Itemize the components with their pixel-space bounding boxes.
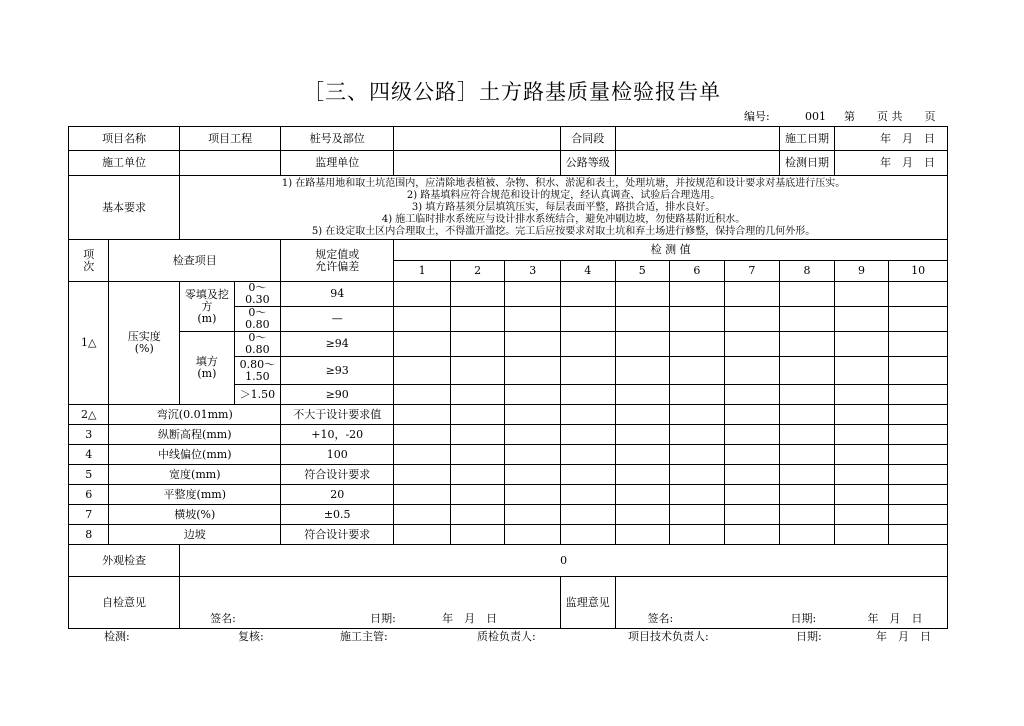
spec-value: 不大于设计要求值 — [281, 405, 394, 425]
table-row — [69, 465, 948, 485]
measure-cell[interactable] — [889, 385, 948, 405]
appearance-label: 外观检查 — [69, 545, 180, 577]
footer-check: 检测: — [104, 630, 130, 643]
measure-cell[interactable] — [450, 465, 505, 485]
measure-cell[interactable] — [560, 525, 615, 545]
measure-cell[interactable] — [780, 445, 835, 465]
supervisor-date-value: 年 月 日 — [867, 612, 923, 625]
measure-cell[interactable] — [615, 505, 670, 525]
footer-quality: 质检负责人: — [477, 630, 536, 643]
requirement-item: 3) 填方路基须分层填筑压实，每层表面平整，路拱合适，排水良好。 — [411, 201, 716, 213]
measure-cell[interactable] — [834, 282, 889, 307]
measure-cell[interactable] — [834, 465, 889, 485]
item-name: 宽度(mm) — [109, 465, 281, 485]
measure-cell[interactable] — [560, 357, 615, 385]
measure-cell[interactable] — [724, 357, 780, 385]
measure-cell[interactable] — [505, 307, 561, 332]
spec-value: ≥93 — [281, 357, 394, 385]
spec-value: — — [281, 307, 394, 332]
measure-cell[interactable] — [615, 425, 670, 445]
measure-cell[interactable] — [724, 485, 780, 505]
spec-value: 20 — [281, 485, 394, 505]
measure-cell[interactable] — [780, 425, 835, 445]
footer-signatures — [0, 628, 1024, 644]
spec-value: 符合设计要求 — [281, 525, 394, 545]
measure-cell[interactable] — [505, 505, 561, 525]
table-row — [69, 485, 948, 505]
measure-cell[interactable] — [724, 332, 780, 357]
measure-cell[interactable] — [889, 357, 948, 385]
self-date-value: 年 月 日 — [442, 612, 498, 625]
measure-cell[interactable] — [889, 332, 948, 357]
measure-cell[interactable] — [670, 425, 725, 445]
supervision-unit-value[interactable] — [394, 151, 561, 176]
measure-cell[interactable] — [889, 307, 948, 332]
construction-date-value[interactable]: 年 月 日 — [834, 127, 947, 151]
measure-cell[interactable] — [834, 425, 889, 445]
measure-cell[interactable] — [834, 405, 889, 425]
measure-cell[interactable] — [670, 307, 725, 332]
measure-cell[interactable] — [670, 465, 725, 485]
self-sign-label: 签名: — [210, 612, 236, 625]
item-no: 2△ — [69, 405, 109, 425]
item-name: 中线偏位(mm) — [109, 445, 281, 465]
measure-cell[interactable] — [834, 505, 889, 525]
col-item-no: 项 次 — [69, 240, 109, 282]
header-row-2 — [69, 151, 948, 176]
measure-cell[interactable] — [394, 425, 451, 445]
page-number: 第 页 共 页 — [844, 110, 936, 123]
depth-range: 0～0.80 — [234, 307, 280, 332]
measure-cell[interactable] — [450, 282, 505, 307]
measure-cell[interactable] — [615, 405, 670, 425]
station-value[interactable] — [394, 127, 561, 151]
measure-cell[interactable] — [560, 465, 615, 485]
measure-cell[interactable] — [834, 525, 889, 545]
measure-cell[interactable] — [450, 525, 505, 545]
serial-value: 001 — [805, 110, 826, 123]
measure-cell[interactable] — [889, 465, 948, 485]
requirement-item: 4) 施工临时排水系统应与设计排水系统结合，避免冲刷边坡，勿使路基附近积水。 — [381, 213, 746, 225]
measure-cell[interactable] — [724, 465, 780, 485]
table-row — [69, 425, 948, 445]
measure-cell[interactable] — [670, 332, 725, 357]
serial-label: 编号: — [744, 110, 770, 123]
measure-cell[interactable] — [780, 307, 835, 332]
measure-cell[interactable] — [889, 425, 948, 445]
requirement-item: 5) 在设定取土区内合理取土，不得滥开滥挖。完工后应按要求对取土坑和弃土场进行修整，保持合理的几何外形。 — [311, 225, 816, 237]
spec-value: 符合设计要求 — [281, 465, 394, 485]
measure-cell[interactable] — [615, 465, 670, 485]
measure-cell[interactable] — [505, 282, 561, 307]
measure-cell[interactable] — [670, 282, 725, 307]
measure-cell[interactable] — [780, 357, 835, 385]
measure-cell[interactable] — [670, 505, 725, 525]
measure-cell[interactable] — [560, 385, 615, 405]
measure-cell[interactable] — [780, 332, 835, 357]
measure-cell[interactable] — [394, 385, 451, 405]
measure-cell[interactable] — [615, 307, 670, 332]
item-name: 弯沉(0.01mm) — [109, 405, 281, 425]
opinion-row — [69, 577, 948, 629]
depth-range: 0～0.30 — [234, 282, 280, 307]
zero-fill-label: 零填及挖 方 (m) — [180, 282, 235, 332]
measure-cell[interactable] — [670, 445, 725, 465]
measure-cell[interactable] — [834, 307, 889, 332]
measure-cell[interactable] — [450, 357, 505, 385]
page-title: ［三、四级公路］土方路基质量检验报告单 — [303, 80, 721, 104]
measure-cell[interactable] — [615, 282, 670, 307]
item-name: 边坡 — [109, 525, 281, 545]
inspection-table — [68, 126, 948, 629]
measure-cell[interactable] — [450, 332, 505, 357]
measure-cell[interactable] — [780, 465, 835, 485]
spec-value: +10，-20 — [281, 425, 394, 445]
table-row — [69, 525, 948, 545]
item-name: 横坡(%) — [109, 505, 281, 525]
measure-cell[interactable] — [780, 485, 835, 505]
measure-cell[interactable] — [615, 445, 670, 465]
col-measured: 检 测 值 — [394, 240, 948, 261]
measure-cell[interactable] — [394, 332, 451, 357]
col-num: 9 — [834, 261, 889, 282]
col-num: 10 — [889, 261, 948, 282]
footer-date: 年 月 日 — [876, 630, 931, 643]
station-label: 桩号及部位 — [281, 127, 394, 151]
measure-cell[interactable] — [780, 405, 835, 425]
requirements-row — [69, 176, 948, 240]
measure-cell[interactable] — [450, 485, 505, 505]
col-check-item: 检查项目 — [109, 240, 281, 282]
measure-cell[interactable] — [560, 307, 615, 332]
supervision-unit-label: 监理单位 — [281, 151, 394, 176]
measure-cell[interactable] — [394, 445, 451, 465]
item-no: 6 — [69, 485, 109, 505]
footer-review: 复核: — [238, 630, 264, 643]
measure-cell[interactable] — [834, 445, 889, 465]
requirement-item: 1) 在路基用地和取土坑范围内，应清除地表植被、杂物、积水、淤泥和表土，处理坑塘，并按规范和设计要求对基底进行压实。 — [281, 177, 846, 189]
requirements-text — [180, 176, 948, 240]
measure-cell[interactable] — [834, 485, 889, 505]
measure-cell[interactable] — [505, 357, 561, 385]
measure-cell[interactable] — [505, 332, 561, 357]
measure-cell[interactable] — [889, 525, 948, 545]
measure-cell[interactable] — [724, 505, 780, 525]
requirement-item: 2) 路基填料应符合规范和设计的规定，经认真调查、试验后合理选用。 — [406, 189, 721, 201]
fill-label: 填方 (m) — [180, 332, 235, 405]
contract-value[interactable] — [615, 127, 780, 151]
item-no: 3 — [69, 425, 109, 445]
construction-unit-label: 施工单位 — [69, 151, 180, 176]
spec-value: 94 — [281, 282, 394, 307]
contract-label: 合同段 — [560, 127, 615, 151]
measure-cell[interactable] — [560, 425, 615, 445]
measure-cell[interactable] — [505, 385, 561, 405]
measure-cell[interactable] — [394, 525, 451, 545]
spec-value: 100 — [281, 445, 394, 465]
measure-cell[interactable] — [834, 385, 889, 405]
spec-value: ≥94 — [281, 332, 394, 357]
project-name-label: 项目名称 — [69, 127, 180, 151]
check-date-label: 检测日期 — [780, 151, 835, 176]
measure-cell[interactable] — [724, 282, 780, 307]
col-num: 8 — [780, 261, 835, 282]
measure-cell[interactable] — [889, 282, 948, 307]
measure-cell[interactable] — [780, 525, 835, 545]
measure-cell[interactable] — [450, 405, 505, 425]
column-header-row — [69, 240, 948, 261]
table-row — [69, 445, 948, 465]
measure-cell[interactable] — [780, 505, 835, 525]
spec-value: ±0.5 — [281, 505, 394, 525]
measure-cell[interactable] — [450, 307, 505, 332]
footer-site-manager: 施工主管: — [340, 630, 388, 643]
spec-value: ≥90 — [281, 385, 394, 405]
appearance-value[interactable]: 0 — [180, 545, 948, 577]
project-name-value[interactable]: 项目工程 — [180, 127, 281, 151]
col-num: 5 — [615, 261, 670, 282]
depth-range: ＞1.50 — [234, 385, 280, 405]
measure-cell[interactable] — [670, 525, 725, 545]
supervisor-sign-label: 签名: — [647, 612, 674, 625]
measure-cell[interactable] — [724, 405, 780, 425]
item-no: 8 — [69, 525, 109, 545]
self-check-area[interactable] — [180, 577, 561, 629]
supervisor-opinion-label: 监理意见 — [560, 577, 615, 629]
measure-cell[interactable] — [505, 445, 561, 465]
measure-cell[interactable] — [394, 405, 451, 425]
item-name: 平整度(mm) — [109, 485, 281, 505]
measure-cell[interactable] — [505, 525, 561, 545]
measure-cell[interactable] — [615, 385, 670, 405]
compaction-label: 压实度 (%) — [109, 282, 180, 405]
col-num: 4 — [560, 261, 615, 282]
table-row — [69, 282, 948, 307]
measure-cell[interactable] — [780, 385, 835, 405]
table-row — [69, 505, 948, 525]
measure-cell[interactable] — [450, 385, 505, 405]
measure-cell[interactable] — [834, 332, 889, 357]
measure-cell[interactable] — [394, 307, 451, 332]
measure-cell[interactable] — [505, 465, 561, 485]
measure-cell[interactable] — [560, 405, 615, 425]
measure-cell[interactable] — [724, 425, 780, 445]
measure-cell[interactable] — [505, 405, 561, 425]
measure-cell[interactable] — [560, 485, 615, 505]
self-check-label: 自检意见 — [69, 577, 180, 629]
measure-cell[interactable] — [724, 307, 780, 332]
measure-cell[interactable] — [780, 282, 835, 307]
self-date-label: 日期: — [370, 612, 396, 625]
measure-cell[interactable] — [394, 505, 451, 525]
measure-cell[interactable] — [394, 485, 451, 505]
measure-cell[interactable] — [560, 445, 615, 465]
road-grade-label: 公路等级 — [560, 151, 615, 176]
measure-cell[interactable] — [394, 465, 451, 485]
compaction-no: 1△ — [69, 282, 109, 405]
measure-cell[interactable] — [724, 525, 780, 545]
supervisor-date-label: 日期: — [790, 612, 817, 625]
construction-unit-value[interactable] — [180, 151, 281, 176]
measure-cell[interactable] — [615, 357, 670, 385]
measure-cell[interactable] — [560, 332, 615, 357]
footer-date-label: 日期: — [796, 630, 822, 643]
measure-cell[interactable] — [394, 357, 451, 385]
measure-cell[interactable] — [615, 485, 670, 505]
item-no: 7 — [69, 505, 109, 525]
table-row — [69, 332, 948, 357]
depth-range: 0.80～ 1.50 — [234, 357, 280, 385]
item-name: 纵断高程(mm) — [109, 425, 281, 445]
appearance-row — [69, 545, 948, 577]
measure-cell[interactable] — [670, 385, 725, 405]
measure-cell[interactable] — [889, 445, 948, 465]
measure-cell[interactable] — [670, 485, 725, 505]
measure-cell[interactable] — [394, 282, 451, 307]
road-grade-value[interactable] — [615, 151, 780, 176]
measure-cell[interactable] — [560, 505, 615, 525]
measure-cell[interactable] — [834, 357, 889, 385]
col-num: 3 — [505, 261, 561, 282]
footer-tech: 项目技术负责人: — [628, 630, 709, 643]
measure-cell[interactable] — [450, 445, 505, 465]
measure-cell[interactable] — [889, 505, 948, 525]
measure-cell[interactable] — [560, 282, 615, 307]
measure-cell[interactable] — [615, 332, 670, 357]
check-date-value[interactable]: 年 月 日 — [834, 151, 947, 176]
measure-cell[interactable] — [505, 425, 561, 445]
measure-cell[interactable] — [450, 505, 505, 525]
measure-cell[interactable] — [889, 485, 948, 505]
requirements-label: 基本要求 — [69, 176, 180, 240]
header-row-1 — [69, 127, 948, 151]
depth-range: 0～0.80 — [234, 332, 280, 357]
col-spec: 规定值或 允许偏差 — [281, 240, 394, 282]
measure-cell[interactable] — [450, 425, 505, 445]
col-num: 1 — [394, 261, 451, 282]
table-row — [69, 405, 948, 425]
measure-cell[interactable] — [724, 445, 780, 465]
measure-cell[interactable] — [615, 525, 670, 545]
measure-cell[interactable] — [505, 485, 561, 505]
col-num: 6 — [670, 261, 725, 282]
measure-cell[interactable] — [724, 385, 780, 405]
col-num: 7 — [724, 261, 780, 282]
supervisor-opinion-area[interactable] — [615, 577, 947, 629]
col-num: 2 — [450, 261, 505, 282]
measure-cell[interactable] — [670, 357, 725, 385]
item-no: 5 — [69, 465, 109, 485]
construction-date-label: 施工日期 — [780, 127, 835, 151]
measure-cell[interactable] — [889, 405, 948, 425]
measure-cell[interactable] — [670, 405, 725, 425]
item-no: 4 — [69, 445, 109, 465]
